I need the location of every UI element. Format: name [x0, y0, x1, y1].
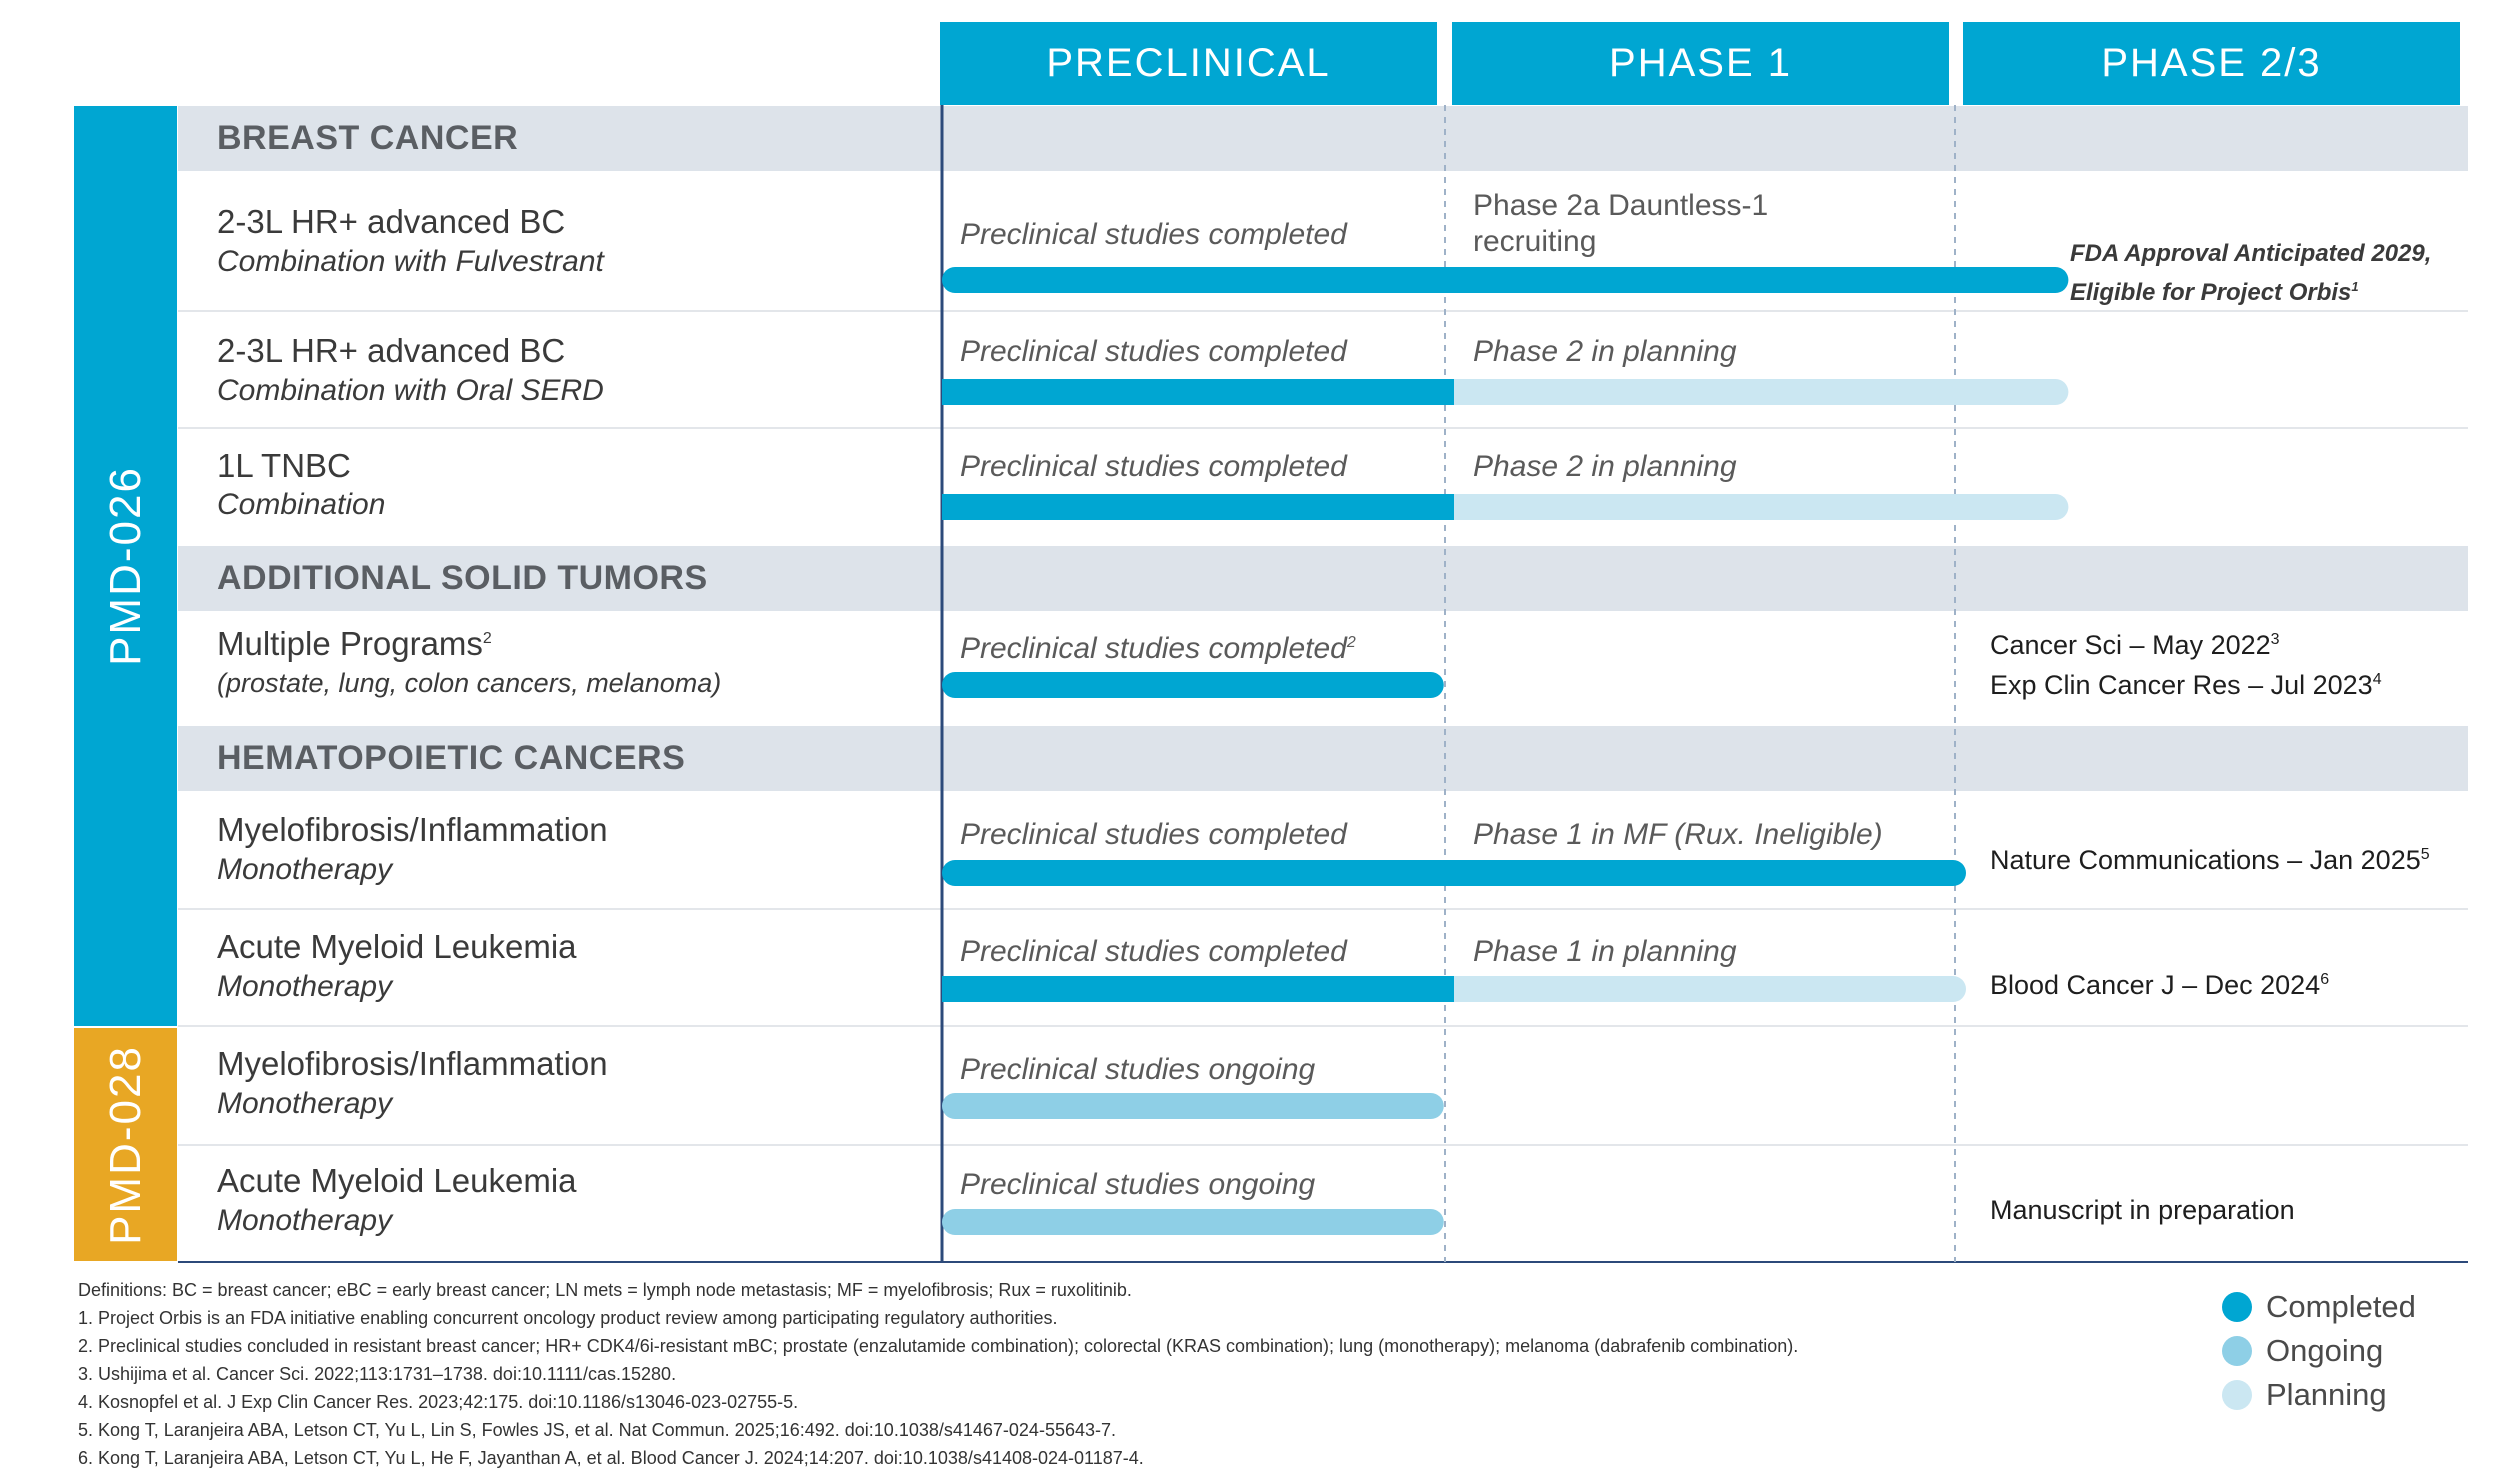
footnote: 6. Kong T, Laranjeira ABA, Letson CT, Yu L, He F, Jayanthan A, et al. Blood Cancer J. 2024;14:207. doi:10.1038/s41408-024-01187-4.	[78, 1448, 1144, 1468]
publication-note: Blood Cancer J – Dec 2024$^6$	[1990, 970, 2330, 1000]
footnote: 2. Preclinical studies concluded in resistant breast cancer; HR+ CDK4/6i-resistant mBC; prostate (enzalutamide combination); colorectal (KRAS combination); lung (monotherapy); melanoma (dabrafenib combination).	[78, 1336, 1799, 1356]
legend-item-ongoing: Ongoing	[2222, 1329, 2416, 1373]
publication-note: Nature Communications – Jan 2025$^5$	[1990, 845, 2430, 875]
bar-label-preclinical: Preclinical studies completed	[960, 935, 1347, 968]
program-label-pmd-028: PMD-028	[74, 1028, 177, 1261]
program-label-pmd-026: PMD-026	[74, 106, 177, 1026]
section-title-solid-tumors: ADDITIONAL SOLID TUMORS	[217, 559, 708, 597]
row-title: Myelofibrosis/Inflammation	[217, 811, 608, 848]
footnote: 3. Ushijima et al. Cancer Sci. 2022;113:1731–1738. doi:10.1111/cas.15280.	[78, 1364, 677, 1384]
legend-item-completed: Completed	[2222, 1285, 2416, 1329]
section-title-breast-cancer: BREAST CANCER	[217, 119, 519, 157]
row-subtitle: Monotherapy	[217, 853, 393, 886]
publication-note: Manuscript in preparation	[1990, 1195, 2295, 1225]
bar-label-preclinical: Preclinical studies completed	[960, 335, 1347, 368]
footnotes	[78, 1276, 1798, 1470]
bar-label-preclinical: Preclinical studies ongoing	[960, 1168, 1316, 1201]
bar-completed	[942, 494, 1454, 520]
superscript: 4	[2372, 671, 2382, 688]
bar-label-preclinical: Preclinical studies ongoing	[960, 1053, 1316, 1086]
footnote: 1. Project Orbis is an FDA initiative enabling concurrent oncology product review among participating regulatory authorities.	[78, 1308, 1058, 1328]
bar-completed	[942, 672, 1444, 698]
bar-label-phase1: Phase 1 in planning	[1473, 935, 1737, 968]
superscript: 6	[2320, 971, 2330, 988]
superscript: 1	[2351, 279, 2359, 294]
legend-dot-completed	[2222, 1292, 2252, 1322]
legend	[2222, 1285, 2416, 1417]
row-subtitle: (prostate, lung, colon cancers, melanoma)	[217, 668, 722, 698]
superscript: 2	[1346, 634, 1356, 651]
bar-label-preclinical: Preclinical studies completed	[960, 818, 1347, 851]
row-subtitle: Combination	[217, 488, 386, 521]
row-subtitle: Monotherapy	[217, 1087, 393, 1120]
bar-label-preclinical: Preclinical studies completed	[960, 218, 1347, 251]
fda-approval-note: FDA Approval Anticipated 2029, Eligible for Project Orbis$^1$	[2070, 240, 2432, 306]
bar-completed	[942, 267, 2068, 293]
legend-dot-ongoing	[2222, 1336, 2252, 1366]
bar-completed	[942, 860, 1966, 886]
footnote: 4. Kosnopfel et al. J Exp Clin Cancer Res. 2023;42:175. doi:10.1186/s13046-023-02755-5.	[78, 1392, 799, 1412]
legend-item-planning: Planning	[2222, 1373, 2416, 1417]
row-title: 2-3L HR+ advanced BC	[217, 332, 566, 369]
row-title: Acute Myeloid Leukemia	[217, 1162, 577, 1199]
phase-header-preclinical: PRECLINICAL	[940, 22, 1437, 105]
row-title: 2-3L HR+ advanced BC	[217, 203, 566, 240]
legend-dot-planning	[2222, 1380, 2252, 1410]
row-title: 1L TNBC	[217, 447, 351, 484]
bar-label-preclinical: Preclinical studies completed	[960, 450, 1347, 483]
footnote: 5. Kong T, Laranjeira ABA, Letson CT, Yu L, Lin S, Fowles JS, et al. Nat Commun. 2025;16:492. doi:10.1038/s41467-024-55643-7.	[78, 1420, 1116, 1440]
row-title: Myelofibrosis/Inflammation	[217, 1045, 608, 1082]
row-subtitle: Monotherapy	[217, 1204, 393, 1237]
section-title-hematopoietic: HEMATOPOIETIC CANCERS	[217, 739, 686, 777]
row-title: Acute Myeloid Leukemia	[217, 928, 577, 965]
row-subtitle: Combination with Oral SERD	[217, 374, 604, 407]
row-subtitle: Combination with Fulvestrant	[217, 245, 604, 278]
superscript: 3	[2270, 631, 2280, 648]
phase-header-phase23: PHASE 2/3	[1963, 22, 2460, 105]
bar-ongoing	[942, 1093, 1444, 1119]
bar-completed	[942, 379, 1454, 405]
bar-label-preclinical: Preclinical studies completed$^2$	[960, 632, 1356, 665]
superscript: 5	[2420, 846, 2430, 863]
bar-label-phase1: Phase 2a Dauntless-1 recruiting	[1473, 189, 1769, 258]
bar-label-phase1: Phase 2 in planning	[1473, 450, 1737, 483]
row-title: Multiple Programs$^2$	[217, 625, 492, 662]
row-subtitle: Monotherapy	[217, 970, 393, 1003]
superscript: 2	[482, 630, 492, 647]
phase-header-phase1: PHASE 1	[1452, 22, 1949, 105]
publication-note: Exp Clin Cancer Res – Jul 2023$^4$	[1990, 670, 2382, 700]
bar-completed	[942, 976, 1454, 1002]
bar-label-phase1: Phase 2 in planning	[1473, 335, 1737, 368]
bar-ongoing	[942, 1209, 1444, 1235]
publication-note: Cancer Sci – May 2022$^3$	[1990, 630, 2280, 660]
footnote-definitions: Definitions: BC = breast cancer; eBC = early breast cancer; LN mets = lymph node metastasis; MF = myelofibrosis; Rux = ruxolitinib.	[78, 1280, 1132, 1300]
bar-label-phase1: Phase 1 in MF (Rux. Ineligible)	[1473, 818, 1883, 851]
